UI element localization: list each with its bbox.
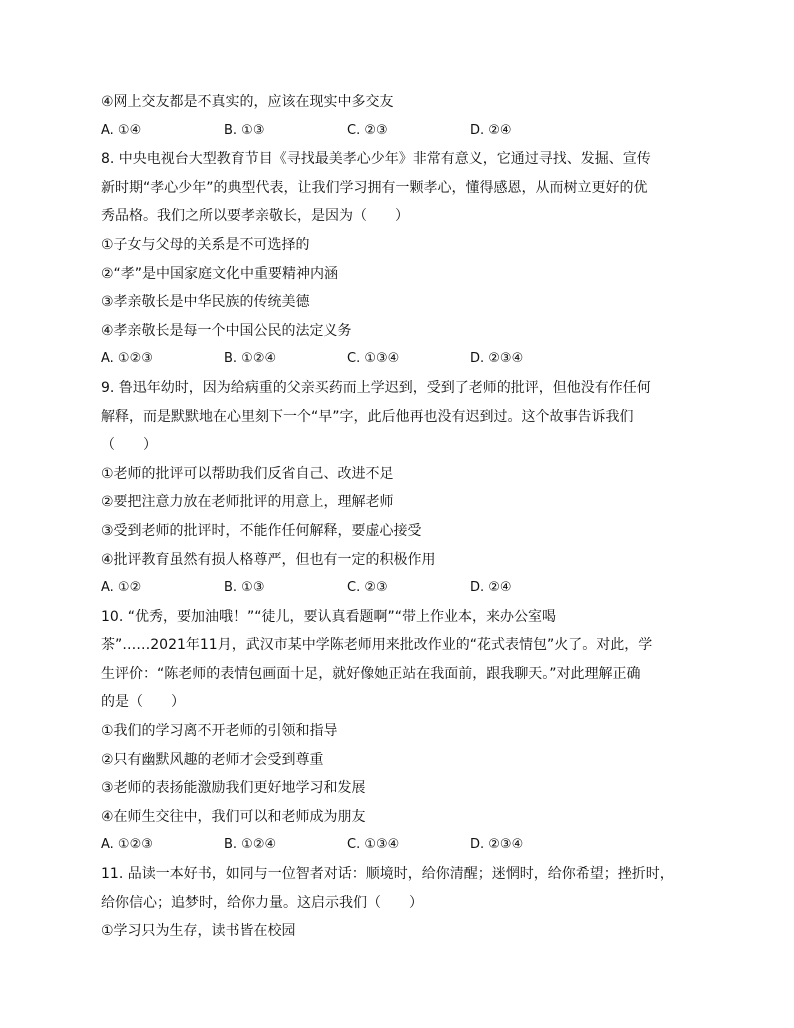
q8-choice-3: ③孝亲敬长是中华民族的传统美德 <box>101 294 310 311</box>
exam-page <box>101 88 701 946</box>
q7-option-a: A. ①④ <box>101 122 142 138</box>
q9-option-a: A. ①② <box>101 580 142 596</box>
question-10 <box>101 603 701 860</box>
q10-option-a: A. ①②③ <box>101 837 153 853</box>
q10-option-d: D. ②③④ <box>470 837 524 853</box>
question-11 <box>101 860 701 946</box>
q9-stem-line: 解释，而是默默地在心里刻下一个“早”字，此后他再也没有迟到过。这个故事告诉我们 <box>101 408 634 425</box>
q9-options <box>101 574 701 603</box>
question-8 <box>101 145 701 374</box>
q10-choice-2: ②只有幽默风趣的老师才会受到尊重 <box>101 751 324 768</box>
q11-stem-line: 11. 品读一本好书，如同与一位智者对话：顺境时，给你清醒；迷惘时，给你希望；挫折时， <box>101 866 674 883</box>
q9-choice-3: ③受到老师的批评时，不能作任何解释，要虚心接受 <box>101 522 422 539</box>
q8-option-b: B. ①②④ <box>224 351 277 367</box>
q9-choice-2: ②要把注意力放在老师批评的用意上，理解老师 <box>101 494 394 511</box>
q10-stem-line: 茶”……2021年11月，武汉市某中学陈老师用来批改作业的“花式表情包”火了。对此，学 <box>101 637 653 654</box>
q11-stem-line: 给你信心；追梦时，给你力量。这启示我们（ ） <box>101 894 423 911</box>
q9-option-d: D. ②④ <box>470 580 512 596</box>
q10-stem-line: 的是（ ） <box>101 694 185 711</box>
q9-option-b: B. ①③ <box>224 580 265 596</box>
q11-choice-1: ①学习只为生存，读书皆在校园 <box>101 923 296 940</box>
q8-options <box>101 345 701 374</box>
q10-stem-line: 10. “优秀，要加油哦！”“徒儿，要认真看题啊”“带上作业本，来办公室喝 <box>101 608 556 625</box>
q10-choice-3: ③老师的表扬能激励我们更好地学习和发展 <box>101 780 366 797</box>
q8-choice-4: ④孝亲敬长是每一个中国公民的法定义务 <box>101 322 352 339</box>
q10-option-c: C. ①③④ <box>347 837 400 853</box>
q8-stem-line: 新时期“孝心少年”的典型代表，让我们学习拥有一颗孝心，懂得感恩，从而树立更好的优 <box>101 179 648 196</box>
q8-choice-2: ②“孝”是中国家庭文化中重要精神内涵 <box>101 265 339 282</box>
q7-option-d: D. ②④ <box>470 122 512 138</box>
q8-option-d: D. ②③④ <box>470 351 524 367</box>
q8-stem-line: 8. 中央电视台大型教育节目《寻找最美孝心少年》非常有意义，它通过寻找、发掘、宣传 <box>101 151 651 168</box>
q9-stem-line: 9. 鲁迅年幼时，因为给病重的父亲买药而上学迟到，受到了老师的批评，但他没有作任何 <box>101 379 651 396</box>
q10-stem-line: 生评价：“陈老师的表情包画面十足，就好像她正站在我面前，跟我聊天。”对此理解正确 <box>101 665 641 682</box>
q8-option-c: C. ①③④ <box>347 351 400 367</box>
q7-options <box>101 117 701 146</box>
q7-option-c: C. ②③ <box>347 122 388 138</box>
q7-option-b: B. ①③ <box>224 122 265 138</box>
q8-stem-line: 秀品格。我们之所以要孝亲敬长，是因为（ ） <box>101 208 409 225</box>
q10-options <box>101 831 701 860</box>
q10-option-b: B. ①②④ <box>224 837 277 853</box>
q9-stem-line: （ ） <box>101 437 157 454</box>
q8-choice-1: ①子女与父母的关系是不可选择的 <box>101 236 310 253</box>
q8-option-a: A. ①②③ <box>101 351 153 367</box>
q9-option-c: C. ②③ <box>347 580 388 596</box>
q10-choice-4: ④在师生交往中，我们可以和老师成为朋友 <box>101 808 366 825</box>
q9-choice-1: ①老师的批评可以帮助我们反省自己、改进不足 <box>101 465 394 482</box>
q9-choice-4: ④批评教育虽然有损人格尊严，但也有一定的积极作用 <box>101 551 436 568</box>
q7-choice-4: ④网上交友都是不真实的，应该在现实中多交友 <box>101 94 394 110</box>
q10-choice-1: ①我们的学习离不开老师的引领和指导 <box>101 723 338 740</box>
question-9 <box>101 374 701 603</box>
